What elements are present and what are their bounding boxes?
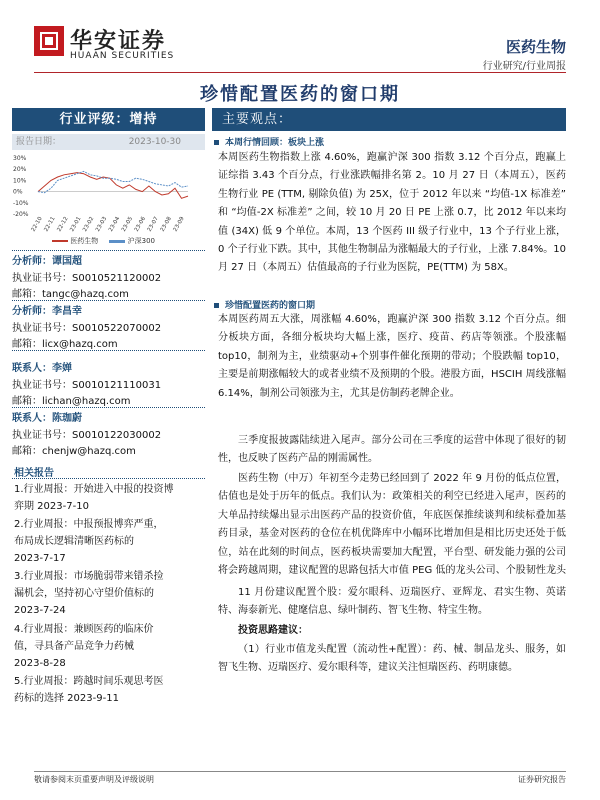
x-tick-label: 23-04 [107, 216, 122, 233]
legend-label-pharma: 医药生物 [70, 237, 99, 245]
contact-cert: 执业证书号：S0010121110031 [12, 380, 162, 391]
analyst-cert: 执业证书号：S0010522070002 [12, 323, 162, 334]
section-heading-window: 珍惜配置医药的窗口期 [214, 298, 315, 311]
y-tick-label: -10% [13, 199, 29, 207]
x-tick-label: 23-05 [120, 216, 135, 233]
contact-email[interactable]: 邮箱：lichan@hazq.com [12, 396, 131, 407]
industry-rating: 行业评级：增持 [12, 108, 205, 131]
x-tick-label: 23-06 [133, 216, 148, 233]
paragraph-idea-1: （1）行业市值龙头配置（流动性+配置）：药、械、制品龙头、服务，如智飞生物、迈瑞医疗、爱尔眼科等，建议关注恒瑞医药、药明康德。 [218, 644, 566, 674]
company-name-cn: 华安证券 [70, 28, 167, 54]
company-name-en: HUAAN SECURITIES [70, 51, 175, 61]
footer-divider [34, 771, 566, 772]
chart-legend [52, 236, 155, 246]
y-tick-label: 0% [13, 188, 23, 196]
paragraph-q3-reports: 三季度报披露陆续进入尾声。部分公司在三季度的运营中体现了很好的韧性，也反映了医药产品的刚需属性。 [218, 435, 566, 465]
x-tick-label: 23-07 [146, 216, 160, 233]
related-report-item[interactable]: 2.行业周报：中报预报博弈严重， 布局成长逻辑清晰医药标的 2023-7-17 [14, 519, 164, 564]
header-divider [34, 72, 566, 73]
contact-name: 李婵 [52, 363, 72, 374]
analyst-role: 分析师：谭国超 [12, 256, 82, 267]
related-reports-title: 相关报告 [14, 468, 54, 479]
related-report-item[interactable]: 5.行业周报：跨越时间乐观思考医 药标的选择 2023-9-11 [14, 676, 164, 704]
series-line-0 [38, 173, 188, 199]
report-title: 珍惜配置医药的窗口期 [200, 84, 400, 105]
analyst-separator [12, 250, 205, 251]
section-heading-ideas: 投资思路建议： [238, 625, 308, 636]
y-tick-label: 30% [13, 155, 27, 162]
report-type: 行业研究/行业周报 [482, 61, 566, 72]
contact-role: 联系人：李婵 [12, 363, 72, 374]
analyst-separator [12, 350, 205, 351]
legend-swatch-csi300 [109, 240, 125, 243]
x-tick-label: 22-11 [43, 216, 57, 233]
contact-name: 陈珈蔚 [52, 413, 82, 424]
analyst-email[interactable]: 邮箱：tangc@hazq.com [12, 289, 129, 300]
report-date-row [12, 134, 205, 150]
y-tick-label: -20% [13, 211, 29, 218]
x-tick-label: 23-01 [69, 216, 83, 233]
analyst-role: 分析师：李昌幸 [12, 306, 82, 317]
contact-email[interactable]: 邮箱：chenjw@hazq.com [12, 446, 136, 457]
performance-chart [12, 152, 205, 248]
x-tick-label: 23-09 [172, 216, 186, 233]
paragraph-november-picks: 11 月份建议配置个股：爱尔眼科、迈瑞医疗、亚辉龙、君实生物、英诺特、海泰新光、健麾信息、绿叶制药、智飞生物、特宝生物。 [218, 587, 566, 617]
analyst-name: 谭国超 [52, 256, 82, 267]
main-points-heading: 主要观点： [212, 108, 566, 131]
report-date-label: 报告日期： [16, 137, 62, 147]
legend-label-csi300: 沪深300 [127, 237, 155, 245]
footer-disclaimer: 敬请参阅末页重要声明及评级说明 [34, 775, 154, 784]
bullet-square-icon [214, 140, 219, 145]
y-tick-label: 20% [13, 166, 27, 174]
x-tick-label: 23-08 [159, 216, 173, 233]
industry-label: 医药生物 [505, 38, 566, 56]
analyst-separator [12, 407, 205, 408]
related-separator [12, 478, 205, 479]
related-report-item[interactable]: 1.行业周报：开始进入中报的投资博 弈期 2023-7-10 [14, 484, 174, 512]
section-heading-market-review: 本周行情回顾：板块上涨 [214, 135, 324, 148]
company-logo [34, 26, 64, 56]
analyst-name: 李昌幸 [52, 306, 82, 317]
analyst-email[interactable]: 邮箱：licx@hazq.com [12, 339, 118, 350]
bullet-square-icon [214, 303, 219, 308]
analyst-cert: 执业证书号：S0010521120002 [12, 273, 162, 284]
x-tick-label: 23-02 [82, 216, 96, 233]
paragraph-market-review: 本周医药生物指数上涨 4.60%，跑赢沪深 300 指数 3.12 个百分点，跑赢上证综指 3.43 个百分点，行业涨跌幅排名第 2。10 月 27 日（本周五），医药生物行业 PE (TTM, 剔除负值) 为 25X，位于 2012 年以来 “均值-1X 标准差” 和 “均值-2X 标准差” 之间，较 10 月 20 日 PE 上涨 0.7，比 2012 年以来均值 (34X) 低 9 个单位。本周，13 个医药 III 级子行业中，13 个子行业上涨，0 个子行业下跌。其中，其他生物制品为涨幅最大的子行业，上涨 7.84%。10 月 27 日（本周五）估值最高的子行业为医院，PE(TTM) 为 58X。 [218, 152, 566, 274]
report-date-value: 2023-10-30 [128, 137, 181, 147]
x-tick-label: 22-10 [30, 216, 44, 233]
contact-role: 联系人：陈珈蔚 [12, 413, 82, 424]
paragraph-allocation-view: 医药生物（中万）年初至今走势已经回到了 2022 年 9 月份的低点位置，估值也是处于历年的低点。我们认为：政策相关的利空已经进入尾声，医药的大单品持续爆出显示出医药产品的投资价值，年底医保推续谈判和续标叠加基药目录，基金对医药的仓位在机优降库中小幅环比增加但是相比历史还处于低位，站在此刻的时间点，医药板块需要加大配置，平台型、研发能力强的公司将会跨越周期，建议配置的思路包括大市值 PEG 低的龙头公司、个股韧性龙头 [218, 473, 566, 577]
analyst-separator [12, 300, 205, 301]
related-report-item[interactable]: 4.行业周报：兼顾医药的临床价 值，寻具备产品竞争力药械 2023-8-28 [14, 624, 154, 669]
related-report-item[interactable]: 3.行业周报：市场脆弱带来错杀捡 漏机会，坚持初心守望价值标的 2023-7-24 [14, 571, 164, 616]
x-tick-label: 23-03 [95, 216, 109, 233]
legend-swatch-pharma [52, 240, 68, 242]
footer-label: 证券研究报告 [518, 775, 566, 784]
contact-cert: 执业证书号：S0010122030002 [12, 430, 162, 441]
y-tick-label: 10% [13, 177, 27, 185]
paragraph-window: 本周医药周五大涨，周涨幅 4.60%，跑赢沪深 300 指数 3.12 个百分点。细分板块方面，各细分板块均大幅上涨，医疗、疫苗、药店等领涨。个股涨幅 top10，制剂为主，业绩驱动+个别事件催化预期的带动；个股跌幅 top10，主要是前期涨幅较大的或者业绩不及预期的个股。港股方面，HSCIH 周线涨幅 6.14%，制剂公司领涨为主，尤其是仿制药老牌企业。 [218, 314, 566, 399]
x-tick-label: 22-12 [56, 216, 70, 233]
